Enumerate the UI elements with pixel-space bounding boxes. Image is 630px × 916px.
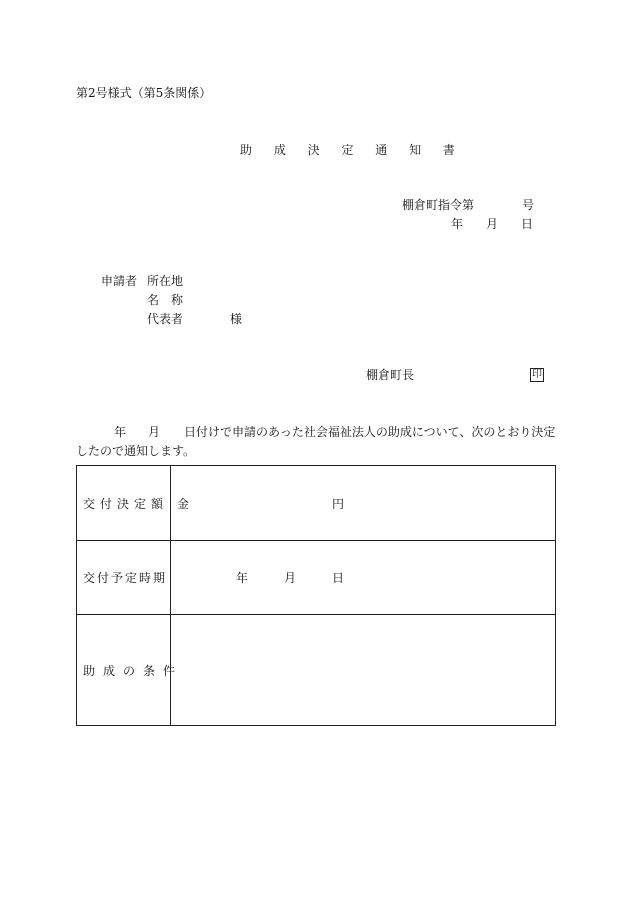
amount-prefix: 金 bbox=[177, 496, 190, 511]
issue-date-year: 年 bbox=[451, 217, 464, 231]
period-year: 年 bbox=[236, 571, 249, 585]
seal-mark: 印 bbox=[532, 369, 542, 380]
period-day: 日 bbox=[332, 571, 345, 585]
row-label-grant-amount: 交付決定額 bbox=[83, 496, 169, 511]
name-label: 名 称 bbox=[147, 293, 184, 307]
body-line2: したので通知します。 bbox=[76, 444, 196, 458]
period-month: 月 bbox=[284, 571, 297, 585]
issue-date-day: 日 bbox=[521, 217, 534, 231]
column-divider bbox=[170, 541, 171, 614]
form-number: 第2号様式（第5条関係） bbox=[76, 86, 212, 100]
reference-suffix: 号 bbox=[522, 198, 535, 212]
body-line1: 日付けで申請のあった社会福祉法人の助成について、次のとおり決定 bbox=[184, 425, 556, 439]
body-year: 年 bbox=[114, 425, 127, 439]
row-label-conditions: 助成の条件 bbox=[83, 663, 184, 678]
column-divider bbox=[170, 466, 171, 540]
issue-date-month: 月 bbox=[486, 217, 499, 231]
table-row bbox=[77, 466, 555, 540]
honorific: 様 bbox=[230, 312, 243, 326]
issuer-title: 棚倉町長 bbox=[366, 368, 415, 382]
grant-decision-table bbox=[76, 465, 556, 726]
table-row bbox=[77, 614, 555, 725]
amount-suffix: 円 bbox=[332, 496, 345, 511]
column-divider bbox=[170, 615, 171, 725]
row-label-scheduled-period: 交付予定時期 bbox=[83, 571, 168, 585]
representative-label: 代表者 bbox=[147, 312, 184, 326]
document-title: 助 成 決 定 通 知 書 bbox=[240, 143, 464, 157]
address-label: 所在地 bbox=[147, 274, 184, 288]
reference-prefix: 棚倉町指令第 bbox=[402, 198, 475, 212]
table-row bbox=[77, 540, 555, 614]
applicant-heading: 申請者 bbox=[101, 274, 138, 288]
body-month: 月 bbox=[148, 425, 161, 439]
